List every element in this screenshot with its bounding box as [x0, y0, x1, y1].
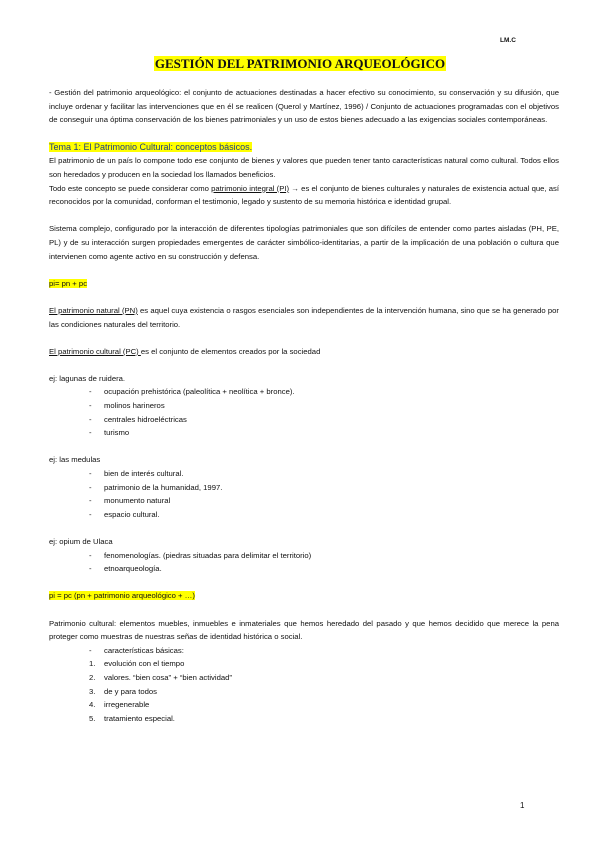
list-item: - patrimonio de la humanidad, 1997. [89, 481, 559, 495]
patrimonio-integral-term: patrimonio integral (PI) [211, 183, 290, 193]
list-text: evolución con el tiempo [104, 659, 185, 669]
list-number: 5. [89, 713, 96, 723]
list-text: irregenerable [104, 700, 150, 710]
tema1-paragraph-2 [49, 182, 559, 209]
example-label: ej: lagunas de ruidera. [49, 373, 126, 383]
list-item: - fenomenologías. (piedras situadas para delimitar el territorio) [89, 549, 559, 563]
caracteristicas-list [49, 644, 559, 658]
patrimonio-cultural-definition: Patrimonio cultural: elementos muebles, inmuebles e inmateriales que hemos heredado del pasado y que hemos decidido que merece la pena proteger como muestras de nuestras señas de identidad histórica o social. [49, 618, 559, 642]
list-item: - etnoarqueología. [89, 562, 559, 576]
document-body [49, 86, 559, 725]
example-list [49, 385, 559, 439]
tema1-heading: Tema 1: El Patrimonio Cultural: conceptos básicos. [49, 141, 253, 152]
list-item [89, 698, 559, 712]
intro-paragraph: - Gestión del patrimonio arqueológico: el conjunto de actuaciones destinadas a hacer efectivo su conocimiento, su conservación y su difusión, que incluye ordenar y facilitar las intervenciones que en él se realicen (Querol y Martínez, 1996) / Conjunto de actuaciones programadas con el objetivos de conseguir una óptima conservación de los bienes patrimoniales y un uso de estos bienes adecuado a las exigencias sociales contemporáneas. [49, 88, 559, 125]
page-title-text: GESTIÓN DEL PATRIMONIO ARQUEOLÓGICO [154, 56, 446, 71]
list-item [89, 671, 559, 685]
list-text: valores. “bien cosa” + “bien actividad” [104, 672, 232, 682]
formula-1: pi= pn + pc [49, 278, 88, 288]
caracteristicas-numbered-list [49, 657, 559, 725]
tema1-paragraph-3: Sistema complejo, configurado por la interacción de diferentes tipologías patrimoniales que son difíciles de entender como partes aisladas (PH, PE, PL) y de su interacción surgen propiedades emergentes de carácter simbólico-identitarias, a partir de la implicación de una población o cultura que intervienen como agente activo en su construcción y defensa. [49, 224, 559, 261]
tema1-paragraph-1: El patrimonio de un país lo compone todo ese conjunto de bienes y valores que pueden tener tanto características natural como cultural. Todos ellos son heredados y producen en la sociedad los llamados beneficios. [49, 156, 559, 179]
tema1-p2-post: → es el conjunto de bienes culturales y naturales de existencia actual que, así reconocidos por la comunidad, conforman el testimonio, legado y sustento de su memoria histórica e identidad grupal. [49, 183, 560, 207]
example-list [49, 549, 559, 576]
patrimonio-cultural-term: El patrimonio cultural (PC) [49, 346, 141, 356]
example-label: ej: opium de Ulaca [49, 537, 113, 546]
example-label: ej: las medulas [49, 455, 101, 465]
list-number: 2. [89, 672, 96, 682]
caracteristicas-label: - características básicas: [89, 644, 559, 658]
list-item: - bien de interés cultural. [89, 467, 559, 481]
list-text: tratamiento especial. [104, 713, 175, 723]
patrimonio-cultural-paragraph [49, 345, 559, 359]
list-item: - centrales hidroeléctricas [89, 413, 559, 427]
author-initials: LM.C [500, 37, 516, 44]
list-item: - ocupación prehistórica (paleolítica + neolítica + bronce). [89, 385, 559, 399]
list-item [89, 657, 559, 671]
list-number: 1. [89, 659, 96, 669]
list-item: - espacio cultural. [89, 508, 559, 522]
page-title [0, 56, 600, 72]
page-number: 1 [520, 801, 525, 810]
list-number: 3. [89, 686, 96, 696]
patrimonio-natural-term: El patrimonio natural (PN) [49, 305, 138, 315]
formula-2-line [49, 589, 559, 603]
list-item: - monumento natural [89, 494, 559, 508]
list-item [89, 685, 559, 699]
formula-1-line [49, 277, 559, 291]
list-item [89, 712, 559, 726]
tema1-p2-pre: Todo este concepto se puede considerar como [49, 183, 212, 193]
patrimonio-natural-text: es aquel cuya existencia o rasgos esenciales son independientes de la intervención humana, sino que se ha generado por las condiciones naturales del territorio. [49, 305, 559, 329]
list-item: - molinos harineros [89, 399, 559, 413]
tema1-heading-line [49, 141, 559, 155]
list-item: - turismo [89, 426, 559, 440]
patrimonio-cultural-text: es el conjunto de elementos creados por la sociedad [140, 346, 321, 356]
formula-2: pi = pc (pn + patrimonio arqueológico + …) [49, 591, 195, 601]
example-list [49, 467, 559, 521]
patrimonio-natural-paragraph [49, 304, 559, 331]
list-text: de y para todos [104, 686, 157, 696]
list-number: 4. [89, 700, 96, 710]
